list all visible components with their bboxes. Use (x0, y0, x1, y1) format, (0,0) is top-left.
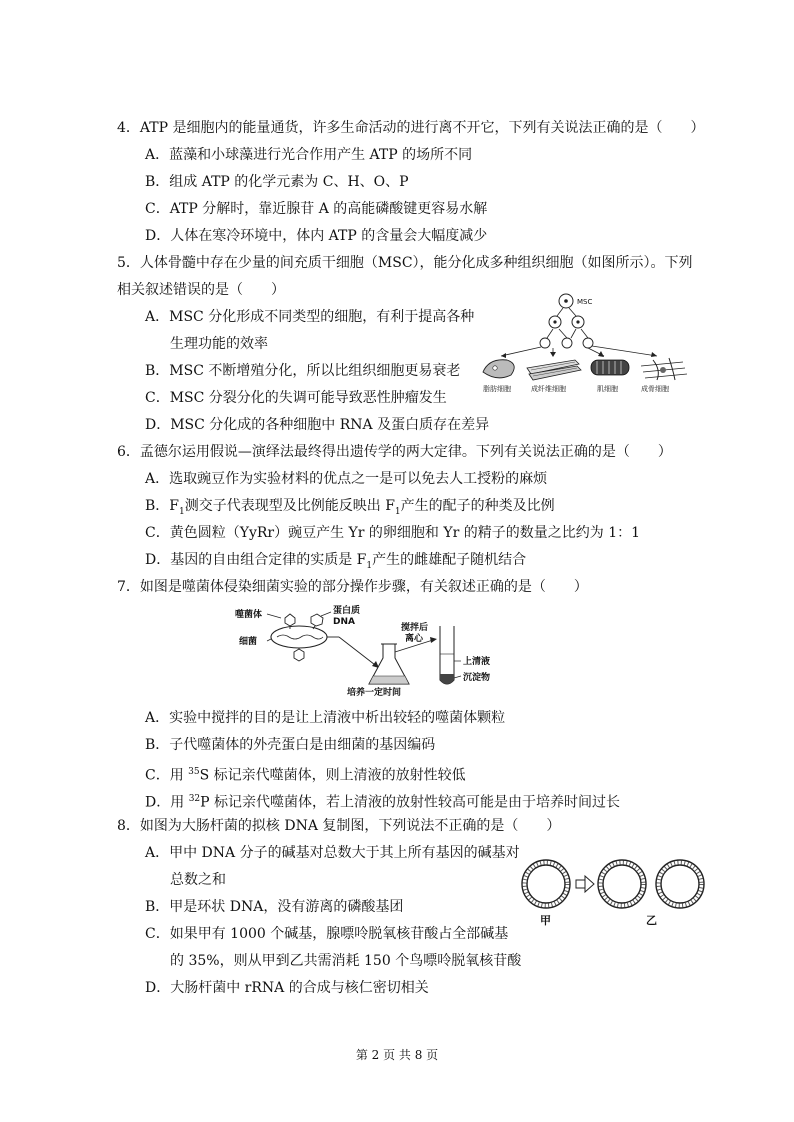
q8-option-a-line1: A．甲中 DNA 分子的碱基对总数大于其上所有基因的碱基对 (145, 845, 520, 861)
q4-option-d: D．人体在寒冷环境中，体内 ATP 的含量会大幅度减少 (145, 228, 488, 244)
q5-option-b: B．MSC 不断增殖分化，所以比组织细胞更易衰老 (145, 363, 461, 379)
muscle-cell-icon (591, 360, 629, 375)
circular-dna-jia-icon (522, 860, 570, 908)
q5-stem-line1: 5．人体骨髓中存在少量的间充质干细胞（MSC），能分化成多种组织细胞（如图所示）。下列 (117, 255, 693, 271)
dna-replication-figure (518, 858, 714, 928)
bacteria-label: 细菌 (239, 637, 258, 647)
muscle-cell-label: 肌细胞 (597, 385, 618, 393)
jia-label: 甲 (540, 914, 551, 927)
page-footer: 第 2 页 共 8 页 (355, 1048, 439, 1062)
q6-option-b: B．$F_1$测交子代表现型及比例能反映出 $F_1$产生的配子的种类及比例 (145, 498, 555, 517)
bacterium-icon (271, 626, 327, 648)
q8-stem: 8．如图为大肠杆菌的拟核 DNA 复制图，下列说法不正确的是（ ） (117, 818, 561, 834)
q6-stem: 6．孟德尔运用假说—演绎法最终得出遗传学的两大定律。下列有关说法正确的是（ ） (117, 444, 672, 460)
q7-option-b: B．子代噬菌体的外壳蛋白是由细菌的基因编码 (145, 737, 436, 753)
q5-option-d: D．MSC 分化成的各种细胞中 RNA 及蛋白质存在差异 (145, 417, 490, 433)
q7-option-a: A．实验中搅拌的目的是让上清液中析出较轻的噬菌体颗粒 (145, 710, 506, 726)
phage-experiment-figure (233, 604, 528, 700)
q8-option-d: D．大肠杆菌中 rRNA 的合成与核仁密切相关 (145, 980, 429, 996)
q4-option-c: C．ATP 分解时，靠近腺苷 A 的高能磷酸键更容易水解 (145, 201, 488, 217)
fat-cell-icon (483, 360, 514, 378)
q5-stem-line2: 相关叙述错误的是（ ） (117, 282, 285, 298)
q4-option-a: A．蓝藻和小球藻进行光合作用产生 ATP 的场所不同 (145, 147, 473, 163)
osteoblast-icon (641, 358, 687, 380)
q6-option-c: C．黄色圆粒（YyRr）豌豆产生 Yr 的卵细胞和 Yr 的精子的数量之比约为 1：1 (145, 525, 641, 541)
culture-label: 培养一定时间 (347, 688, 402, 698)
q8-option-b: B．甲是环状 DNA，没有游离的磷酸基团 (145, 899, 404, 915)
q7-option-d: D．用 $^{32}$P 标记亲代噬菌体，若上清液的放射性较高可能是由于培养时间过长 (145, 794, 621, 811)
circular-dna-yi-icon-2 (656, 860, 704, 908)
centrifuge-label: 离心 (405, 634, 424, 644)
circular-dna-yi-icon-1 (598, 860, 646, 908)
phage-label: 噬菌体 (235, 610, 263, 620)
msc-label: MSC (577, 298, 593, 306)
phage-icon (294, 648, 304, 661)
q8-option-c-line1: C．如果甲有 1000 个碱基，腺嘌呤脱氧核苷酸占全部碱基 (145, 926, 509, 942)
q5-option-a-line1: A．MSC 分化形成不同类型的细胞，有利于提高各种 (145, 309, 475, 325)
q8-option-c-line2: 的 35%，则从甲到乙共需消耗 150 个鸟嘌呤脱氧核苷酸 (170, 953, 522, 969)
msc-differentiation-figure (475, 290, 695, 398)
stir-label: 搅拌后 (401, 623, 429, 633)
replication-arrow-icon (576, 876, 594, 892)
q6-option-d: D．基因的自由组合定律的实质是 $F_1$产生的雌雄配子随机结合 (145, 552, 527, 571)
fibroblast-icon (527, 360, 581, 380)
supernatant-label: 上清液 (463, 657, 491, 667)
dna-label: DNA (333, 617, 355, 627)
q7-stem: 7．如图是噬菌体侵染细菌实验的部分操作步骤，有关叙述正确的是（ ） (117, 579, 588, 595)
sediment-label: 沉淀物 (463, 673, 491, 683)
q4-option-b: B．组成 ATP 的化学元素为 C、H、O、P (145, 174, 409, 190)
q4-stem: 4．ATP 是细胞内的能量通货，许多生命活动的进行离不开它，下列有关说法正确的是（ ） (117, 120, 705, 136)
q8-option-a-line2: 总数之和 (170, 872, 226, 888)
yi-label: 乙 (646, 914, 657, 927)
q5-option-a-line2: 生理功能的效率 (170, 336, 268, 352)
test-tube-icon (440, 626, 454, 684)
q7-option-c: C．用 $^{35}$S 标记亲代噬菌体，则上清液的放射性较低 (145, 767, 466, 784)
protein-label: 蛋白质 (333, 606, 361, 616)
fat-cell-label: 脂肪细胞 (483, 385, 511, 393)
q5-option-c: C．MSC 分裂分化的失调可能导致恶性肿瘤发生 (145, 390, 447, 406)
fibroblast-label: 成纤维细胞 (531, 385, 566, 393)
osteoblast-label: 成骨细胞 (641, 385, 669, 393)
q6-option-a: A．选取豌豆作为实验材料的优点之一是可以免去人工授粉的麻烦 (145, 471, 548, 487)
